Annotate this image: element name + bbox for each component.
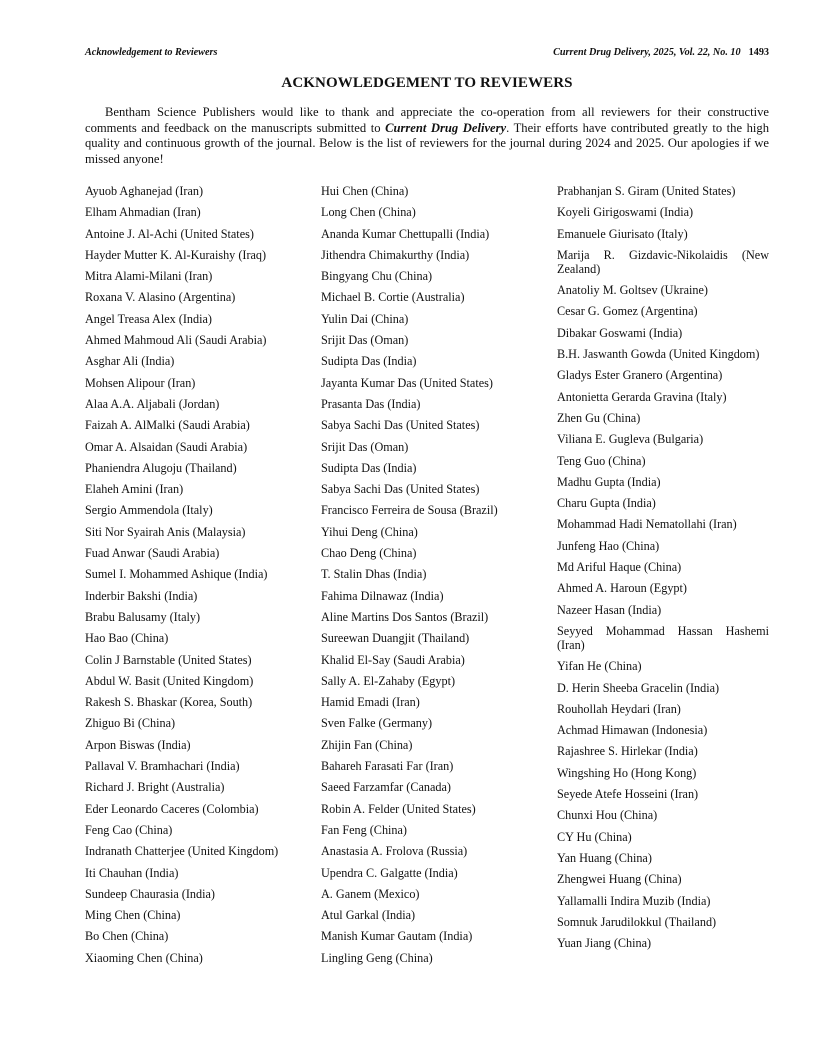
reviewer-name: Robin A. Felder (United States) xyxy=(321,801,476,816)
reviewer-name: Faizah A. AlMalki (Saudi Arabia) xyxy=(85,418,250,433)
section-label: Acknowledgement to Reviewers xyxy=(85,47,218,58)
reviewer-name: Hao Bao (China) xyxy=(85,631,169,646)
reviewer-name: Chao Deng (China) xyxy=(321,546,417,561)
reviewer-name: Srijit Das (Oman) xyxy=(321,439,409,454)
reviewer-name: Ahmed A. Haroun (Egypt) xyxy=(557,581,687,596)
reviewer-name: Hui Chen (China) xyxy=(321,184,409,198)
reviewer-name: Chunxi Hou (China) xyxy=(557,808,658,823)
intro-after: . Their efforts have contributed greatly to the high quality and continuous growth of the journal. Below is the list of reviewers for the journal during 2024 and 2025. Our apologies if we missed anyone! xyxy=(85,120,769,166)
reviewer-name: Rakesh S. Bhaskar (Korea, South) xyxy=(85,695,253,710)
reviewer-name: Prabhanjan S. Giram (United States) xyxy=(557,184,736,198)
reviewer-name: Charu Gupta (India) xyxy=(557,496,656,511)
reviewer-name: Atul Garkal (India) xyxy=(321,908,416,923)
reviewer-name: Sabya Sachi Das (United States) xyxy=(321,418,480,433)
journal-citation xyxy=(553,47,769,58)
reviewer-name: Eder Leonardo Caceres (Colombia) xyxy=(85,801,259,816)
reviewer-name: Inderbir Bakshi (India) xyxy=(85,588,198,603)
reviewer-name: Hayder Mutter K. Al-Kuraishy (Iraq) xyxy=(85,247,267,262)
reviewer-name: Yulin Dai (China) xyxy=(321,311,409,326)
reviewer-name: B.H. Jaswanth Gowda (United Kingdom) xyxy=(557,347,760,362)
reviewer-name: Lingling Geng (China) xyxy=(321,950,433,965)
reviewer-name: Roxana V. Alasino (Argentina) xyxy=(85,290,236,305)
reviewer-name: Seyyed Mohammad Hassan Hashemi (Iran) xyxy=(557,623,769,652)
reviewer-name: Indranath Chatterjee (United Kingdom) xyxy=(85,844,279,859)
reviewer-name: Long Chen (China) xyxy=(321,205,416,220)
reviewer-name: Jayanta Kumar Das (United States) xyxy=(321,375,493,390)
intro-journal-name: Current Drug Delivery xyxy=(385,120,507,135)
reviewer-name: Sally A. El-Zahaby (Egypt) xyxy=(321,673,456,688)
reviewer-name: Prasanta Das (India) xyxy=(321,396,421,411)
reviewer-name: Viliana E. Gugleva (Bulgaria) xyxy=(557,432,704,447)
reviewer-name: Mitra Alami-Milani (Iran) xyxy=(85,269,213,284)
reviewer-columns xyxy=(85,184,775,972)
reviewer-name: Gladys Ester Granero (Argentina) xyxy=(557,368,723,383)
reviewer-name: Saeed Farzamfar (Canada) xyxy=(321,780,451,795)
page-title: ACKNOWLEDGEMENT TO REVIEWERS xyxy=(281,75,573,91)
reviewer-name: Manish Kumar Gautam (India) xyxy=(321,929,473,944)
reviewer-name: Ayuob Aghanejad (Iran) xyxy=(85,184,204,198)
intro-before: Bentham Science Publishers would like to thank and appreciate the co-operation from all reviewers for their constructive comments and feedback on the manuscripts submitted to xyxy=(85,105,769,135)
reviewer-name: Rouhollah Heydari (Iran) xyxy=(557,701,681,716)
reviewer-name: Pallaval V. Bramhachari (India) xyxy=(85,759,240,774)
reviewer-name: Richard J. Bright (Australia) xyxy=(85,780,225,795)
reviewer-name: Bingyang Chu (China) xyxy=(321,269,433,284)
reviewer-name: Yihui Deng (China) xyxy=(321,524,418,539)
intro-paragraph xyxy=(85,105,769,167)
reviewer-name: Zhijin Fan (China) xyxy=(321,737,413,752)
page-number: 1493 xyxy=(748,47,769,58)
reviewer-name: Zhen Gu (China) xyxy=(557,410,641,425)
reviewer-column-1 xyxy=(85,184,321,972)
reviewer-name: Bahareh Farasati Far (Iran) xyxy=(321,759,454,774)
reviewer-name: Michael B. Cortie (Australia) xyxy=(321,290,465,305)
reviewer-name: Nazeer Hasan (India) xyxy=(557,602,662,617)
reviewer-name: Asghar Ali (India) xyxy=(85,354,175,369)
running-header xyxy=(85,47,769,58)
reviewer-name: Sudipta Das (India) xyxy=(321,354,417,369)
reviewer-name: Siti Nor Syairah Anis (Malaysia) xyxy=(85,524,246,539)
reviewer-name: Hamid Emadi (Iran) xyxy=(321,695,420,710)
reviewer-name: Madhu Gupta (India) xyxy=(557,474,661,489)
reviewer-name: Bo Chen (China) xyxy=(85,929,169,944)
reviewer-name: Sumel I. Mohammed Ashique (India) xyxy=(85,567,268,582)
reviewer-name: Antoine J. Al-Achi (United States) xyxy=(85,226,254,241)
reviewer-name: Phaniendra Alugoju (Thailand) xyxy=(85,460,237,475)
reviewer-name: Srijit Das (Oman) xyxy=(321,333,409,348)
reviewer-name: Jithendra Chimakurthy (India) xyxy=(321,247,470,262)
reviewer-name: Fahima Dilnawaz (India) xyxy=(321,588,444,603)
reviewer-name: Khalid El-Say (Saudi Arabia) xyxy=(321,652,465,667)
reviewer-name: Antonietta Gerarda Gravina (Italy) xyxy=(557,389,727,404)
reviewer-name: Elaheh Amini (Iran) xyxy=(85,482,184,497)
reviewer-name: Omar A. Alsaidan (Saudi Arabia) xyxy=(85,439,248,454)
reviewer-name: Cesar G. Gomez (Argentina) xyxy=(557,304,698,319)
reviewer-name: Wingshing Ho (Hong Kong) xyxy=(557,765,697,780)
reviewer-name: Fan Feng (China) xyxy=(321,822,407,837)
reviewer-name: CY Hu (China) xyxy=(557,829,632,844)
reviewer-name: Sergio Ammendola (Italy) xyxy=(85,503,213,518)
reviewer-name: Mohsen Alipour (Iran) xyxy=(85,375,196,390)
reviewer-name: Upendra C. Galgatte (India) xyxy=(321,865,458,880)
reviewer-name: Sudipta Das (India) xyxy=(321,460,417,475)
reviewer-column-2 xyxy=(321,184,557,972)
reviewer-name: Rajashree S. Hirlekar (India) xyxy=(557,744,698,759)
reviewer-name: Md Ariful Haque (China) xyxy=(557,560,682,575)
reviewer-name: Colin J Barnstable (United States) xyxy=(85,652,252,667)
reviewer-name: Yuan Jiang (China) xyxy=(557,936,652,951)
reviewer-name: Yifan He (China) xyxy=(557,659,642,674)
reviewer-name: Fuad Anwar (Saudi Arabia) xyxy=(85,546,220,561)
reviewer-name: Sven Falke (Germany) xyxy=(321,716,433,731)
reviewer-name: Dibakar Goswami (India) xyxy=(557,325,683,340)
reviewer-name: Angel Treasa Alex (India) xyxy=(85,311,212,326)
reviewer-name: T. Stalin Dhas (India) xyxy=(321,567,427,582)
reviewer-name: Sabya Sachi Das (United States) xyxy=(321,482,480,497)
reviewer-name: Somnuk Jarudilokkul (Thailand) xyxy=(557,914,717,929)
reviewer-name: Yan Huang (China) xyxy=(557,850,652,865)
reviewer-name: Mohammad Hadi Nematollahi (Iran) xyxy=(557,517,737,532)
reviewer-name: Zhiguo Bi (China) xyxy=(85,716,176,731)
reviewer-name: Ming Chen (China) xyxy=(85,908,181,923)
reviewer-name: Anastasia A. Frolova (Russia) xyxy=(321,844,468,859)
reviewer-name: Anatoliy M. Goltsev (Ukraine) xyxy=(557,283,708,298)
reviewer-name: Elham Ahmadian (Iran) xyxy=(85,205,201,220)
reviewer-name: Achmad Himawan (Indonesia) xyxy=(557,723,708,738)
reviewer-name: Teng Guo (China) xyxy=(557,453,646,468)
reviewer-name: Arpon Biswas (India) xyxy=(85,737,191,752)
reviewer-name: Feng Cao (China) xyxy=(85,822,173,837)
reviewer-name: Zhengwei Huang (China) xyxy=(557,872,682,887)
reviewer-name: Aline Martins Dos Santos (Brazil) xyxy=(321,609,489,624)
reviewer-name: Alaa A.A. Aljabali (Jordan) xyxy=(85,396,220,411)
reviewer-name: D. Herin Sheeba Gracelin (India) xyxy=(557,680,720,695)
reviewer-name: Marija R. Gizdavic-Nikolaidis (New Zealand) xyxy=(557,247,769,276)
reviewer-name: Xiaoming Chen (China) xyxy=(85,950,203,965)
reviewer-name: Junfeng Hao (China) xyxy=(557,538,660,553)
reviewer-name: Ananda Kumar Chettupalli (India) xyxy=(321,226,490,241)
reviewer-name: Iti Chauhan (India) xyxy=(85,865,179,880)
reviewer-name: Emanuele Giurisato (Italy) xyxy=(557,226,688,241)
reviewer-name: Sureewan Duangjit (Thailand) xyxy=(321,631,470,646)
reviewer-name: Ahmed Mahmoud Ali (Saudi Arabia) xyxy=(85,333,267,348)
reviewer-name: Francisco Ferreira de Sousa (Brazil) xyxy=(321,503,498,518)
reviewer-name: Brabu Balusamy (Italy) xyxy=(85,609,201,624)
reviewer-name: Yallamalli Indira Muzib (India) xyxy=(557,893,711,908)
reviewer-name: Koyeli Girigoswami (India) xyxy=(557,205,694,220)
journal-info: Current Drug Delivery, 2025, Vol. 22, No. 10 xyxy=(553,47,741,58)
reviewer-column-3 xyxy=(557,184,769,972)
reviewer-name: Abdul W. Basit (United Kingdom) xyxy=(85,673,254,688)
reviewer-name: Sundeep Chaurasia (India) xyxy=(85,886,215,901)
reviewer-name: Seyede Atefe Hosseini (Iran) xyxy=(557,787,699,802)
reviewer-name: A. Ganem (Mexico) xyxy=(321,886,420,901)
